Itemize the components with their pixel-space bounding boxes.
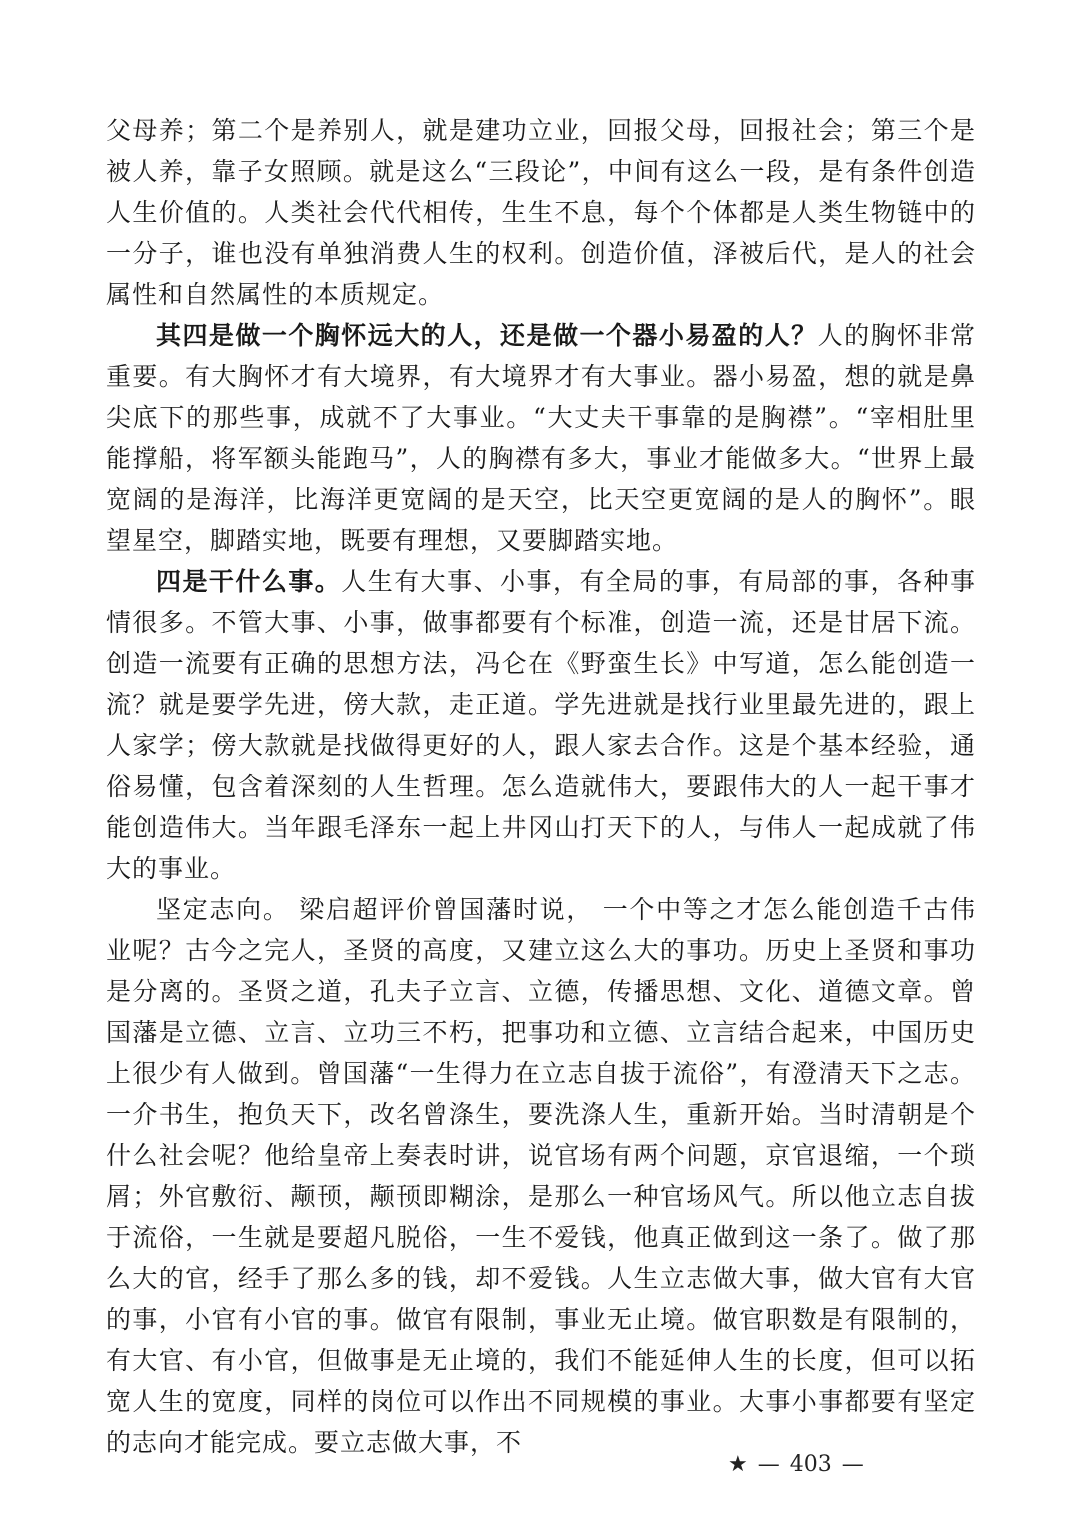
paragraph-1 bbox=[106, 110, 976, 315]
paragraph-4-text: 坚定志向。 梁启超评价曾国藩时说， 一个中等之才怎么能创造千古伟业呢？古今之完人，圣贤的高度，又建立这么大的事功。历史上圣贤和事功是分离的。圣贤之道，孔夫子立言、立德，传播思想、文化、道德文章。曾国藩是立德、立言、立功三不朽，把事功和立德、立言结合起来，中国历史上很少有人做到。曾国藩“一生得力在立志自拔于流俗”，有澄清天下之志。一介书生，抱负天下，改名曾涤生，要洗涤人生，重新开始。当时清朝是个什么社会呢？他给皇帝上奏表时讲，说官场有两个问题，京官退缩，一个琐屑；外官敷衍、颟顸，颟顸即糊涂，是那么一种官场风气。所以他立志自拔于流俗，一生就是要超凡脱俗，一生不爱钱，他真正做到这一条了。做了那么大的官，经手了那么多的钱，却不爱钱。人生立志做大事，做大官有大官的事，小官有小官的事。做官有限制，事业无止境。做官职数是有限制的，有大官、有小官，但做事是无止境的，我们不能延伸人生的长度，但可以拓宽人生的宽度，同样的岗位可以作出不同规模的事业。大事小事都要有坚定的志向才能完成。要立志做大事，不 bbox=[106, 895, 976, 1457]
paragraph-2-text: 人的胸怀非常重要。有大胸怀才有大境界，有大境界才有大事业。器小易盈，想的就是鼻尖底下的那些事，成就不了大事业。“大丈夫干事靠的是胸襟”。“宰相肚里能撑船，将军额头能跑马”，人的胸襟有多大，事业才能做多大。“世界上最宽阔的是海洋，比海洋更宽阔的是天空，比天空更宽阔的是人的胸怀”。眼望星空，脚踏实地，既要有理想，又要脚踏实地。 bbox=[106, 321, 976, 555]
page-number: 403 bbox=[789, 1452, 832, 1477]
paragraph-4 bbox=[106, 889, 976, 1463]
text-body bbox=[106, 110, 976, 1463]
paragraph-2 bbox=[106, 315, 976, 561]
paragraph-2-heading: 其四是做一个胸怀远大的人，还是做一个器小易盈的人？ bbox=[156, 321, 818, 350]
paragraph-3 bbox=[106, 561, 976, 889]
footer-dash-left: — bbox=[757, 1452, 780, 1477]
page-footer bbox=[728, 1452, 864, 1477]
paragraph-3-heading: 四是干什么事。 bbox=[156, 567, 342, 596]
paragraph-1-text: 父母养；第二个是养别人，就是建功立业，回报父母，回报社会；第三个是被人养，靠子女照顾。就是这么“三段论”，中间有这么一段，是有条件创造人生价值的。人类社会代代相传，生生不息，每个个体都是人类生物链中的一分子，谁也没有单独消费人生的权利。创造价值，泽被后代，是人的社会属性和自然属性的本质规定。 bbox=[106, 116, 976, 309]
footer-dash-right: — bbox=[841, 1452, 864, 1477]
star-icon: ★ bbox=[728, 1452, 748, 1477]
paragraph-3-text: 人生有大事、小事，有全局的事，有局部的事，各种事情很多。不管大事、小事，做事都要有个标准，创造一流，还是甘居下流。创造一流要有正确的思想方法，冯仑在《野蛮生长》中写道，怎么能创造一流？就是要学先进，傍大款，走正道。学先进就是找行业里最先进的，跟上人家学；傍大款就是找做得更好的人，跟人家去合作。这是个基本经验，通俗易懂，包含着深刻的人生哲理。怎么造就伟大，要跟伟大的人一起干事才能创造伟大。当年跟毛泽东一起上井冈山打天下的人，与伟人一起成就了伟大的事业。 bbox=[106, 567, 976, 883]
